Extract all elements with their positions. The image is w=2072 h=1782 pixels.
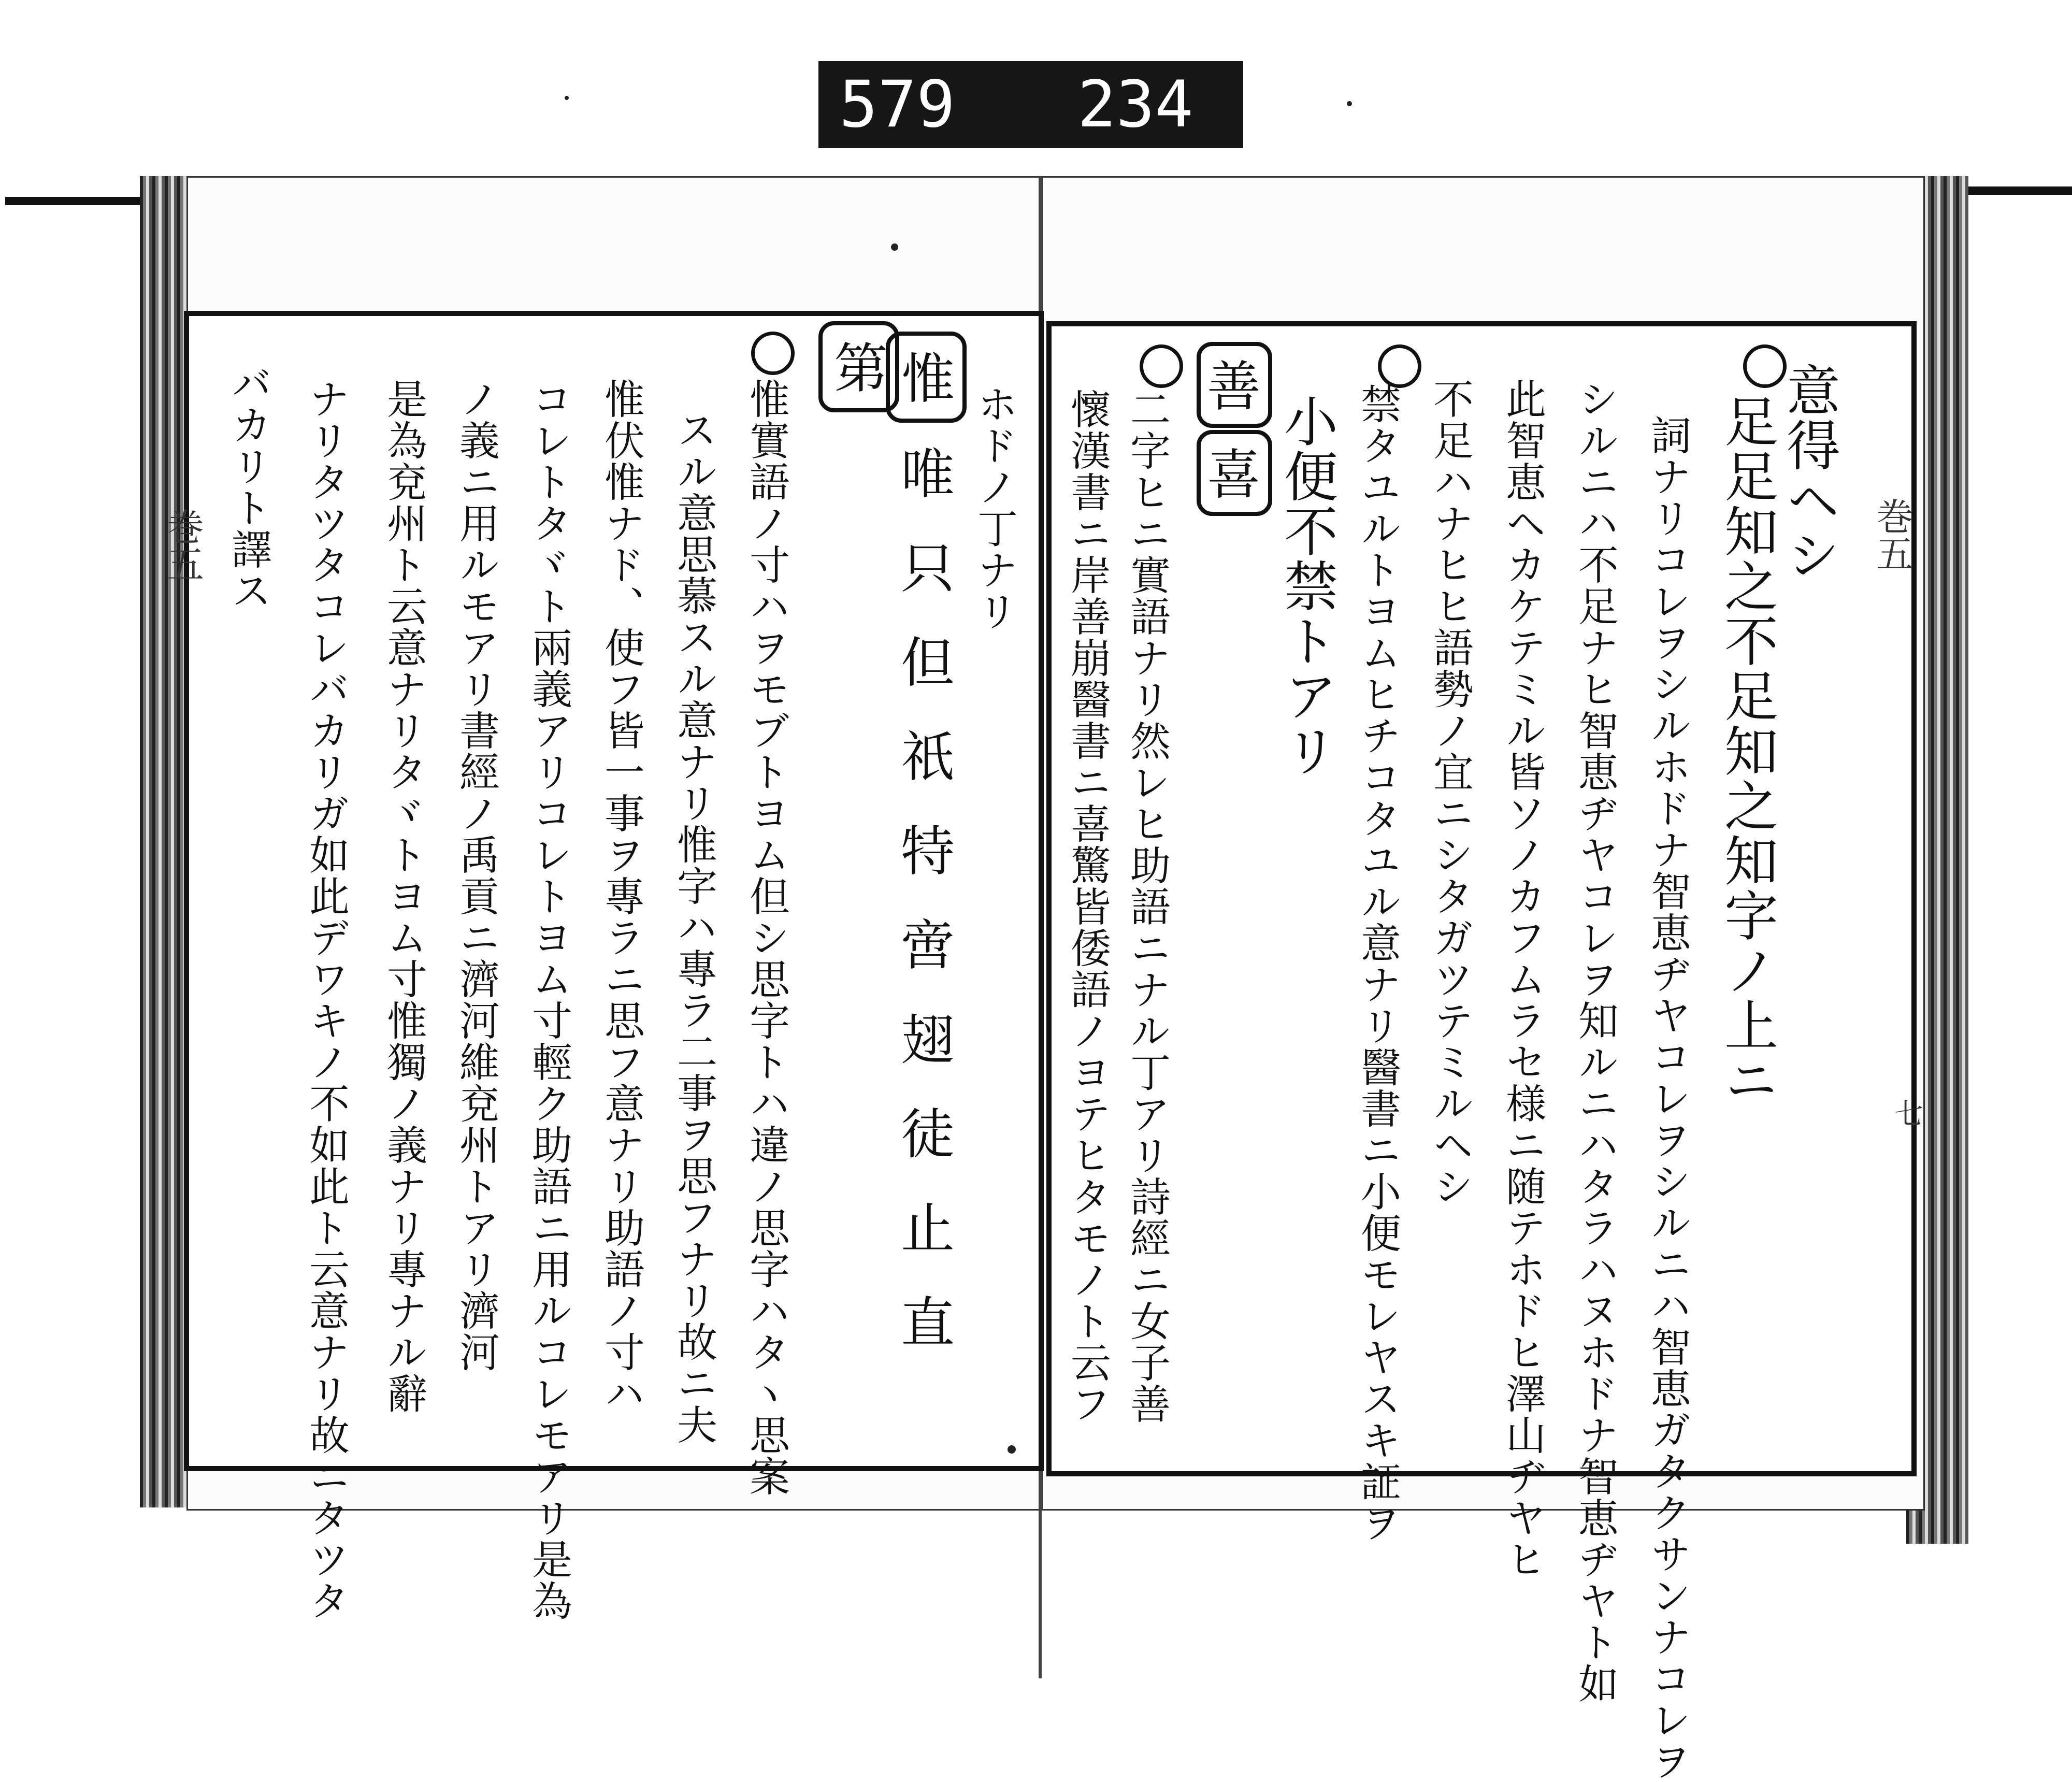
- right-col-4: 此智恵ヘカケテミル皆ソノカフムラセ様ニ随テホドヒ澤山ヂヤヒ: [1499, 378, 1546, 1580]
- right-col-1: 足足知之不足知之知字ノ上ニ: [1715, 394, 1778, 1108]
- right-entry2-col-2: 懷漢書ニ岸善崩醫書ニ喜驚皆倭語ノヨテヒタモノト云フ: [1064, 389, 1111, 1425]
- scan-speck: [1008, 1445, 1016, 1454]
- scan-speck: [565, 96, 569, 100]
- synonym-char: 徒: [891, 1105, 955, 1200]
- right-col-2: 詞ナリコレヲシルホドナ智恵ヂヤコレヲシルニハ智恵ガタクサンナコレヲ: [1644, 414, 1691, 1782]
- entry-label-box: 善: [1197, 342, 1272, 428]
- scan-speck: [891, 243, 898, 251]
- left-col-1: 惟實語ノ寸ハヲモブトヨム但シ思字トハ違ノ思字ハタヽ思案: [743, 378, 789, 1497]
- synonym-char: 止: [891, 1200, 955, 1294]
- left-col-5: ノ義ニ用ルモアリ書經ノ禹貢ニ濟河維兗州トアリ濟河: [453, 378, 499, 1373]
- entry-marker-circle: [1378, 344, 1421, 388]
- right-col-5: 不足ハナヒヒ語勢ノ宜ニシタガツテミルヘシ: [1427, 378, 1473, 1207]
- binding-cord-left: [5, 197, 145, 205]
- entry-marker-circle: [1140, 344, 1183, 388]
- left-col-3: 惟伏惟ナド、使フ皆一事ヲ專ラニ思フ意ナリ助語ノ寸ハ: [598, 378, 644, 1414]
- left-note: ホドノ丁ナリ: [971, 383, 1017, 632]
- left-folio-title: 巻五: [161, 508, 204, 582]
- entry-marker-circle: [1743, 344, 1787, 388]
- label-right-number: 234: [1077, 67, 1193, 142]
- right-folio-page: 七: [1890, 1098, 1923, 1127]
- left-col-6: 是為兗州ト云意ナリタヾトヨム寸惟獨ノ義ナリ專ナル辭: [380, 378, 427, 1414]
- entry-sub-box: 喜: [1197, 430, 1272, 516]
- entry-marker-circle: [751, 332, 795, 375]
- synonym-char: 特: [891, 823, 955, 917]
- synonym-char: 但: [891, 634, 955, 728]
- entry-sub-box: 第: [818, 321, 899, 412]
- synonym-char: 祇: [891, 728, 955, 823]
- entry-label-box: 惟: [886, 332, 967, 423]
- left-col-2: スル意思慕スル意ナリ惟字ハ專ラ二事ヲ思フナリ故ニ夫: [670, 409, 717, 1445]
- scan-speck: [1347, 101, 1352, 106]
- left-col-4: コレトタヾト兩義アリコレトヨム寸輕ク助語ニ用ルコレモアリ是為: [525, 378, 572, 1621]
- accession-label: [818, 61, 1243, 148]
- synonym-list: [891, 446, 955, 1388]
- right-col-6: 禁タユルトヨムヒチコタユル意ナリ醫書ニ小便モレヤスキ証ヲ: [1354, 383, 1401, 1544]
- synonym-char: 翅: [891, 1011, 955, 1105]
- synonym-char: 唯: [891, 446, 955, 540]
- synonym-char: 直: [891, 1294, 955, 1388]
- left-col-7: ナリタツタコレバカリガ如此デワキノ不如此ト云意ナリ故ニタツタ: [303, 378, 349, 1621]
- right-col-7: 小便不禁トアリ: [1275, 394, 1338, 778]
- label-left-number: 579: [839, 67, 955, 142]
- right-folio-title: 巻五: [1870, 497, 1913, 572]
- left-col-8: バカリト譯ス: [225, 363, 271, 611]
- right-col-3: シルニハ不足ナヒ智恵ヂヤコレヲ知ルニハタラハヌホドナ智恵ヂヤト如: [1572, 378, 1618, 1704]
- synonym-char: 啻: [891, 917, 955, 1011]
- right-entry2-col-1: 二字ヒニ實語ナリ然レヒ助語ニナル丁アリ詩經ニ女子善: [1124, 389, 1170, 1425]
- right-heading: 意得ヘシ: [1777, 363, 1840, 582]
- synonym-char: 只: [891, 540, 955, 634]
